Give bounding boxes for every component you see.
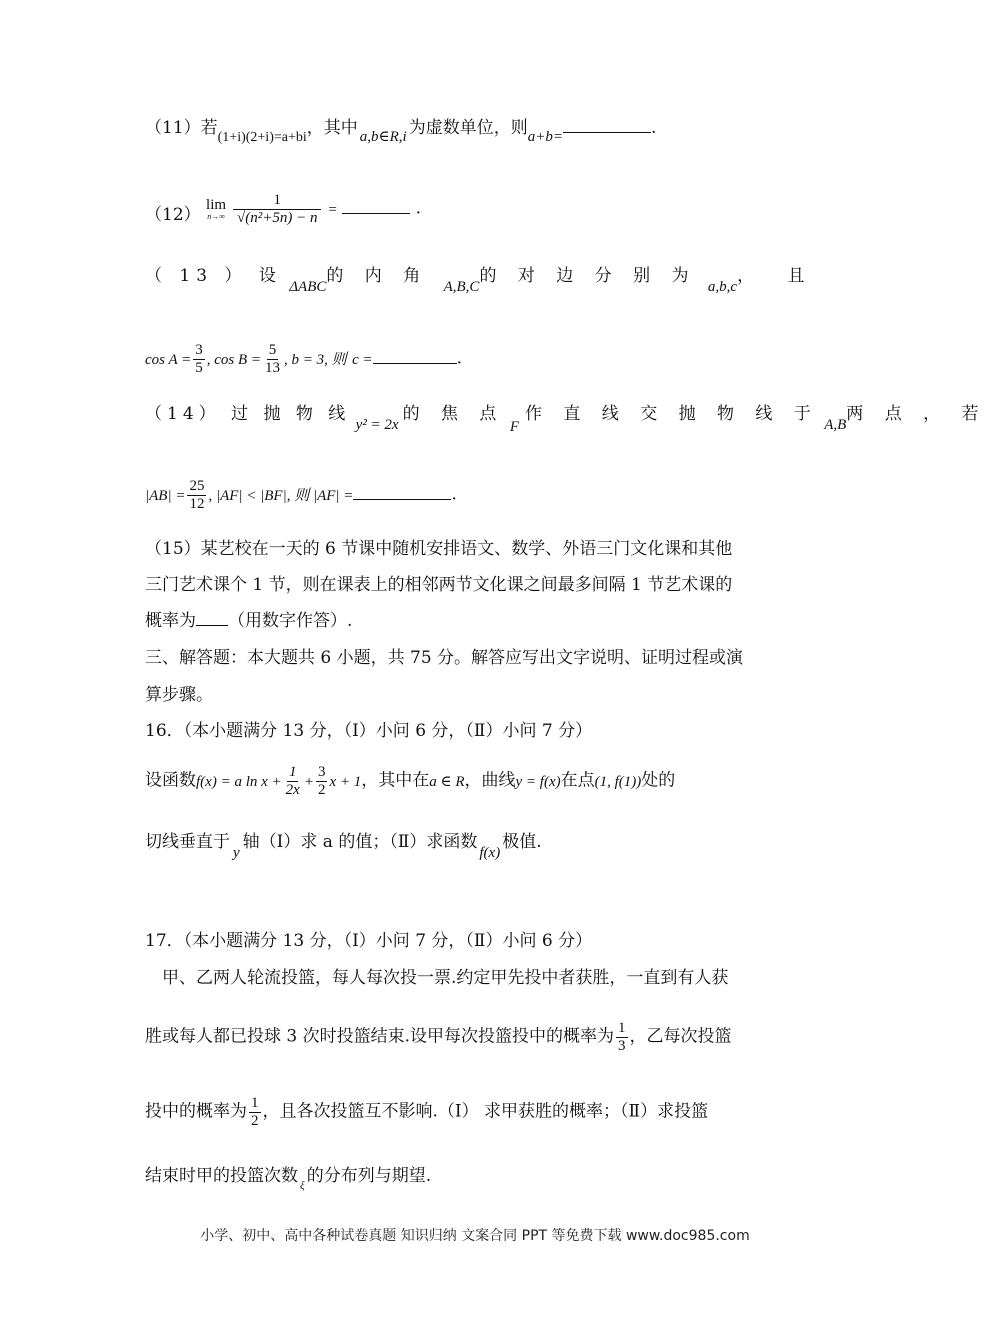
question-17-line2: 胜或每人都已投球 3 次时投篮结束.设甲每次投篮投中的概率为 $\frac{1}{3}$ ，乙每次投篮 xyxy=(145,1020,732,1054)
section-3-line2: 算步骤。 xyxy=(145,685,213,705)
answer-blank[interactable] xyxy=(342,212,410,214)
question-17-header: 17．（本小题满分 13 分，（Ⅰ）小问 7 分，（Ⅱ）小问 6 分） xyxy=(145,931,593,951)
answer-blank[interactable] xyxy=(353,498,451,500)
answer-blank[interactable] xyxy=(196,624,228,626)
question-13: （ 13 ） 设 ΔABC的 内 角 A,B,C的 对 边 分 别 为 a,b,c， 且 xyxy=(145,266,819,295)
question-15-line1: （15）某艺校在一天的 6 节课中随机安排语文、数学、外语三门文化课和其他 xyxy=(145,539,733,559)
footer-banner: 小学、初中、高中各种试卷真题 知识归纳 文案合同 PPT 等免费下载 www.doc985.com xyxy=(200,1228,750,1244)
question-16-header: 16．（本小题满分 13 分，（Ⅰ）小问 6 分，（Ⅱ）小问 7 分） xyxy=(145,721,593,741)
cosB-fraction: $\frac{5}{13}$ xyxy=(265,342,281,376)
cosA-fraction: $\frac{3}{5}$ xyxy=(195,342,203,376)
section-3-line1: 三、解答题：本大题共 6 小题，共 75 分。解答应写出文字说明、证明过程或演 xyxy=(145,648,744,668)
question-13-formula: cos A = $\frac{3}{5}$ , cos B = $\frac{5}{13}$ , b = 3, 则 c = . xyxy=(145,342,462,376)
q11-expression: (1+i)(2+i)=a+bi xyxy=(217,130,307,145)
question-11: （11）若(1+i)(2+i)=a+bi，其中 a,b∈R,i 为虚数单位，则a+b= . xyxy=(145,118,657,145)
question-15-line2: 三门艺术课个 1 节，则在课表上的相邻两节文化课之间最多间隔 1 节艺术课的 xyxy=(145,575,733,595)
question-17-line1: 甲、乙两人轮流投篮，每人每次投一票.约定甲先投中者获胜，一直到有人获 xyxy=(162,968,729,988)
question-15-line3: 概率为 （用数字作答）. xyxy=(145,611,353,631)
answer-blank[interactable] xyxy=(563,131,651,133)
limit-fraction: $\frac{1}{\text{√(n²+5n) − n}}$ xyxy=(233,192,321,226)
question-16-body: 设函数f(x) = a ln x + $\frac{1}{2x}$ + $\frac{3}{2}$ x + 1，其中在a ∈ R，曲线y = f(x)在点(1, f(1))处的 xyxy=(145,764,676,798)
question-12: （12） lim n→∞ $\frac{1}{\text{√(n²+5n) − n}}$ = . xyxy=(145,192,422,226)
question-17-line3: 投中的概率为 $\frac{1}{2}$ ，且各次投篮互不影响.（Ⅰ） 求甲获胜的概率；（Ⅱ）求投篮 xyxy=(145,1095,709,1129)
answer-blank[interactable] xyxy=(373,362,457,364)
ab-fraction: $\frac{25}{12}$ xyxy=(189,478,205,512)
question-16-line2: 切线垂直于y轴（Ⅰ）求 a 的值；（Ⅱ）求函数f(x)极值. xyxy=(145,832,542,861)
question-14-formula: |AB| = $\frac{25}{12}$ , |AF| < |BF|, 则 |AF| = . xyxy=(145,478,457,512)
question-17-line4: 结束时甲的投篮次数 ξ 的分布列与期望. xyxy=(145,1166,432,1192)
question-14: （14） 过 抛 物 线 y² = 2x的 焦 点 F作 直 线 交 抛 物 线 于 A,B两 点 ， 若 xyxy=(145,404,987,435)
